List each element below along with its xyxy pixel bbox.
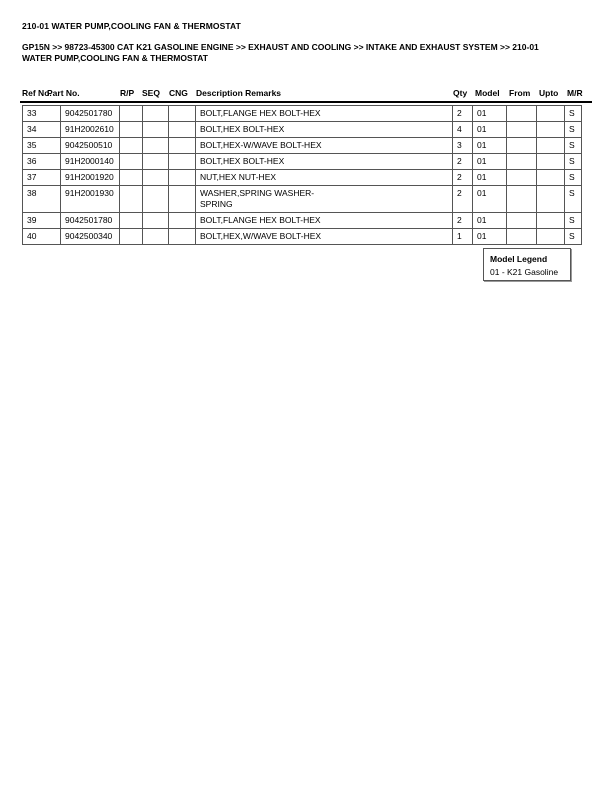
mr-cell: S	[565, 213, 582, 229]
rp-cell	[120, 229, 143, 245]
qty-cell: 1	[453, 229, 473, 245]
ref-cell: 33	[23, 106, 61, 122]
rp-cell	[120, 122, 143, 138]
ref-cell: 35	[23, 138, 61, 154]
part-number-cell: 91H2001920	[61, 170, 120, 186]
qty-cell: 2	[453, 186, 473, 213]
model-cell: 01	[473, 229, 507, 245]
part-number-cell: 91H2001930	[61, 186, 120, 213]
header-divider	[20, 101, 592, 103]
part-number-cell: 9042500340	[61, 229, 120, 245]
seq-cell	[143, 154, 169, 170]
upto-cell	[537, 229, 565, 245]
column-header-cng: CNG	[169, 88, 188, 98]
column-header-ref-no: Ref No.	[22, 88, 52, 98]
description-cell: BOLT,FLANGE HEX BOLT-HEX	[196, 213, 453, 229]
column-header-qty: Qty	[453, 88, 468, 98]
upto-cell	[537, 138, 565, 154]
rp-cell	[120, 138, 143, 154]
breadcrumb-line-1: GP15N >> 98723-45300 CAT K21 GASOLINE ENGINE >> EXHAUST AND COOLING >> INTAKE AND EXHAUST SYSTEM >> 210-01	[22, 42, 539, 52]
ref-cell: 36	[23, 154, 61, 170]
model-cell: 01	[473, 154, 507, 170]
column-header-from: From	[509, 88, 531, 98]
model-cell: 01	[473, 106, 507, 122]
model-legend	[483, 248, 571, 281]
column-header-rp: R/P	[120, 88, 135, 98]
part-number-cell: 91H2002610	[61, 122, 120, 138]
description-cell: BOLT,HEX,W/WAVE BOLT-HEX	[196, 229, 453, 245]
description-text: WASHER,SPRING WASHER-SPRING	[200, 188, 315, 209]
mr-cell: S	[565, 106, 582, 122]
column-header-model: Model	[475, 88, 500, 98]
cng-cell	[169, 106, 196, 122]
from-cell	[507, 186, 537, 213]
cng-cell	[169, 122, 196, 138]
description-cell: BOLT,HEX BOLT-HEX	[196, 154, 453, 170]
seq-cell	[143, 170, 169, 186]
table-row	[23, 186, 582, 213]
upto-cell	[537, 213, 565, 229]
seq-cell	[143, 213, 169, 229]
cng-cell	[169, 213, 196, 229]
rp-cell	[120, 213, 143, 229]
table-row	[23, 138, 582, 154]
upto-cell	[537, 122, 565, 138]
cng-cell	[169, 229, 196, 245]
qty-cell: 2	[453, 154, 473, 170]
column-header-seq: SEQ	[142, 88, 160, 98]
ref-cell: 34	[23, 122, 61, 138]
model-cell: 01	[473, 213, 507, 229]
from-cell	[507, 213, 537, 229]
parts-table	[22, 105, 582, 245]
table-row	[23, 154, 582, 170]
rp-cell	[120, 154, 143, 170]
qty-cell: 2	[453, 170, 473, 186]
from-cell	[507, 229, 537, 245]
column-header-upto: Upto	[539, 88, 559, 98]
qty-cell: 2	[453, 213, 473, 229]
rp-cell	[120, 170, 143, 186]
model-legend-item: 01 - K21 Gasoline	[490, 267, 559, 277]
table-row	[23, 122, 582, 138]
seq-cell	[143, 229, 169, 245]
upto-cell	[537, 106, 565, 122]
description-cell: BOLT,FLANGE HEX BOLT-HEX	[196, 106, 453, 122]
upto-cell	[537, 154, 565, 170]
ref-cell: 39	[23, 213, 61, 229]
seq-cell	[143, 186, 169, 213]
mr-cell: S	[565, 170, 582, 186]
mr-cell: S	[565, 229, 582, 245]
cng-cell	[169, 170, 196, 186]
column-header-description: Description Remarks	[196, 88, 282, 98]
rp-cell	[120, 186, 143, 213]
part-number-cell: 91H2000140	[61, 154, 120, 170]
ref-cell: 37	[23, 170, 61, 186]
model-cell: 01	[473, 170, 507, 186]
from-cell	[507, 106, 537, 122]
model-cell: 01	[473, 138, 507, 154]
table-header	[22, 88, 585, 100]
description-cell	[196, 186, 453, 213]
mr-cell: S	[565, 186, 582, 213]
rp-cell	[120, 106, 143, 122]
cng-cell	[169, 138, 196, 154]
description-cell: NUT,HEX NUT-HEX	[196, 170, 453, 186]
mr-cell: S	[565, 154, 582, 170]
table-row	[23, 170, 582, 186]
cng-cell	[169, 154, 196, 170]
breadcrumb	[22, 42, 582, 64]
qty-cell: 4	[453, 122, 473, 138]
part-number-cell: 9042501780	[61, 213, 120, 229]
upto-cell	[537, 186, 565, 213]
mr-cell: S	[565, 122, 582, 138]
description-cell: BOLT,HEX-W/WAVE BOLT-HEX	[196, 138, 453, 154]
upto-cell	[537, 170, 565, 186]
cng-cell	[169, 186, 196, 213]
breadcrumb-line-2: WATER PUMP,COOLING FAN & THERMOSTAT	[22, 53, 208, 63]
column-header-mr: M/R	[567, 88, 583, 98]
mr-cell: S	[565, 138, 582, 154]
from-cell	[507, 154, 537, 170]
table-row	[23, 106, 582, 122]
from-cell	[507, 138, 537, 154]
description-cell: BOLT,HEX BOLT-HEX	[196, 122, 453, 138]
from-cell	[507, 170, 537, 186]
qty-cell: 3	[453, 138, 473, 154]
seq-cell	[143, 138, 169, 154]
table-row	[23, 213, 582, 229]
ref-cell: 40	[23, 229, 61, 245]
seq-cell	[143, 122, 169, 138]
model-cell: 01	[473, 122, 507, 138]
document-title: 210-01 WATER PUMP,COOLING FAN & THERMOSTAT	[22, 21, 241, 31]
table-row	[23, 229, 582, 245]
seq-cell	[143, 106, 169, 122]
qty-cell: 2	[453, 106, 473, 122]
model-legend-title: Model Legend	[490, 254, 548, 264]
model-cell: 01	[473, 186, 507, 213]
ref-cell: 38	[23, 186, 61, 213]
part-number-cell: 9042500510	[61, 138, 120, 154]
part-number-cell: 9042501780	[61, 106, 120, 122]
column-header-part-no: Part No.	[47, 88, 80, 98]
from-cell	[507, 122, 537, 138]
